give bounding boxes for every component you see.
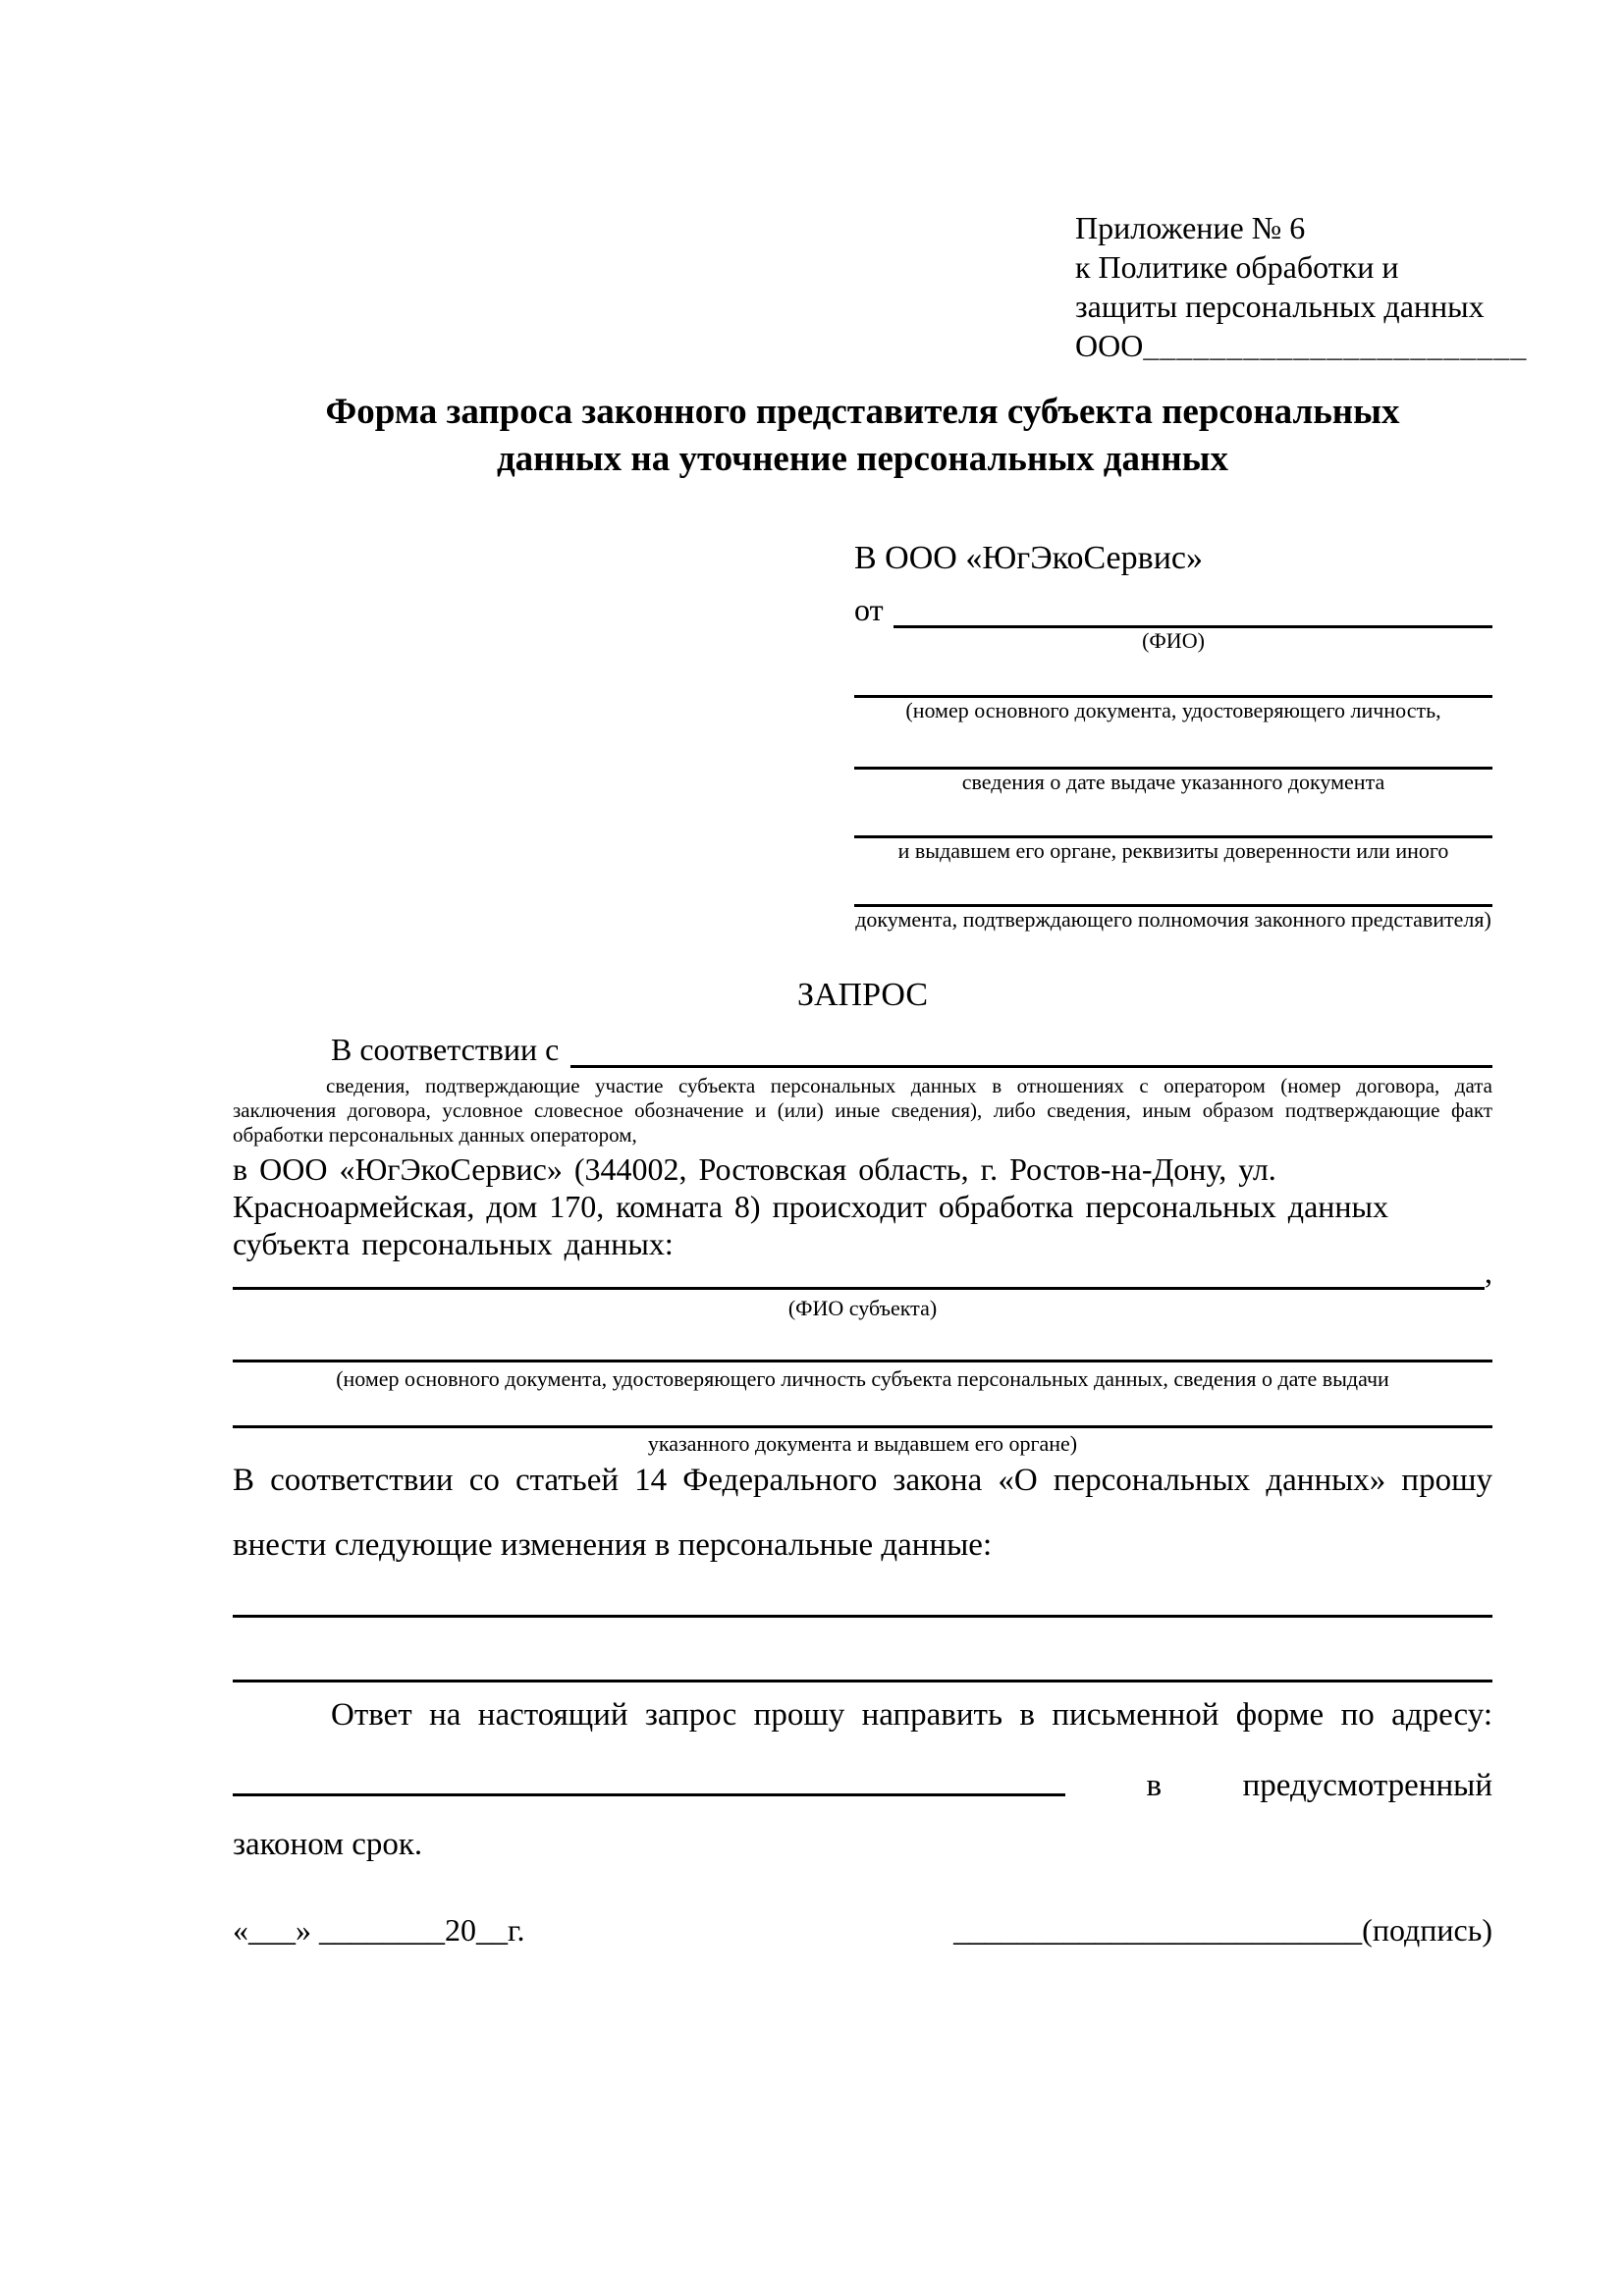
ooo-blank-line: _______________________ — [1143, 328, 1528, 363]
reply-word-v: в — [1146, 1768, 1163, 1803]
law-line-2: внести следующие изменения в персональные данные: — [233, 1527, 993, 1563]
reply-line-1: Ответ на настоящий запрос прошу направить в письменной форме по адресу: — [331, 1697, 1492, 1733]
ooo-label: ООО — [1075, 328, 1144, 363]
intro-caption-line-2: заключения договора, условное словесное обозначение и (или) иные сведения), либо сведения, иным образом подтверждающие факт — [233, 1098, 1492, 1122]
page-title-line-1: Форма запроса законного представителя субъекта персональных — [325, 392, 1400, 432]
subject-fio-blank-line — [233, 1258, 1485, 1290]
signature-field — [953, 1912, 1492, 1949]
reply-word-term: предусмотренный — [1242, 1768, 1492, 1803]
operator-line-3: субъекта персональных данных: — [233, 1226, 674, 1261]
signature-caption: (подпись) — [1362, 1912, 1492, 1948]
signature-blank-line: __________________________ — [953, 1912, 1363, 1948]
representative-doc-blank-line-3 — [854, 795, 1492, 838]
signature-row — [233, 1912, 1492, 1949]
representative-doc-caption-3: и выдавшем его органе, реквизиты доверенности или иного — [897, 838, 1449, 863]
date-field: «___» ________20__г. — [233, 1912, 525, 1948]
operator-line-1: в ООО «ЮгЭкоСервис» (344002, Ростовская область, г. Ростов-на-Дону, ул. — [233, 1151, 1276, 1187]
subject-doc-caption-1: (номер основного документа, удостоверяющего личность субъекта персональных данных, сведения о дате выдачи — [336, 1366, 1389, 1391]
reply-address-row — [233, 1747, 1492, 1812]
subject-fio-row — [233, 1255, 1492, 1290]
addressee-block — [854, 540, 1492, 933]
subject-fio-caption: (ФИО субъекта) — [787, 1296, 938, 1320]
operator-paragraph — [233, 1150, 1492, 1262]
page-title — [233, 389, 1492, 483]
representative-doc-caption-2: сведения о дате выдаче указанного документа — [961, 770, 1385, 794]
representative-doc-blank-line-4 — [854, 864, 1492, 907]
intro-label: В соответствии с — [331, 1032, 560, 1067]
page-title-line-2: данных на уточнение персональных данных — [496, 439, 1229, 479]
request-heading: ЗАПРОС — [796, 977, 929, 1013]
reply-paragraph — [233, 1682, 1492, 1877]
fio-caption: (ФИО) — [1142, 628, 1205, 653]
operator-line-2: Красноармейская, дом 170, комната 8) происходит обработка персональных данных — [233, 1189, 1389, 1224]
representative-doc-caption-1: (номер основного документа, удостоверяющего личность, — [905, 698, 1441, 722]
subject-doc-blank-line-1 — [233, 1360, 1492, 1362]
intro-caption-line-3: обработки персональных данных оператором, — [233, 1123, 637, 1147]
subject-doc-caption-2: указанного документа и выдавшем его органе) — [647, 1431, 1078, 1456]
from-field-row — [854, 591, 1492, 628]
intro-caption-line-1: сведения, подтверждающие участие субъекта персональных данных в отношениях с оператором (номер договора, дата — [326, 1074, 1492, 1097]
from-label: от — [854, 592, 884, 627]
law-line-1: В соответствии со статьей 14 Федерального закона «О персональных данных» прошу — [233, 1463, 1492, 1498]
annex-note — [1075, 208, 1528, 365]
changes-blank-line-1 — [233, 1615, 1492, 1618]
representative-doc-blank-line-2 — [854, 723, 1492, 770]
intro-blank-line — [570, 1031, 1492, 1068]
reply-address-blank-line — [233, 1784, 1065, 1796]
representative-doc-caption-4: документа, подтверждающего полномочия законного представителя) — [855, 907, 1491, 932]
intro-caption — [233, 1074, 1492, 1148]
to-organization-line: В ООО «ЮгЭкоСервис» — [854, 540, 1203, 576]
intro-field-row — [233, 1031, 1492, 1068]
annex-ooo-line — [1075, 326, 1528, 365]
from-blank-line — [893, 591, 1492, 628]
annex-line-1: Приложение № 6 — [1075, 210, 1306, 245]
representative-doc-blank-line-1 — [854, 654, 1492, 698]
annex-line-2: к Политике обработки и — [1075, 249, 1399, 285]
reply-line-3: законом срок. — [233, 1827, 423, 1862]
subject-doc-blank-line-2 — [233, 1425, 1492, 1428]
subject-fio-comma: , — [1485, 1255, 1492, 1290]
law-paragraph — [233, 1448, 1492, 1577]
annex-line-3: защиты персональных данных — [1075, 289, 1485, 324]
